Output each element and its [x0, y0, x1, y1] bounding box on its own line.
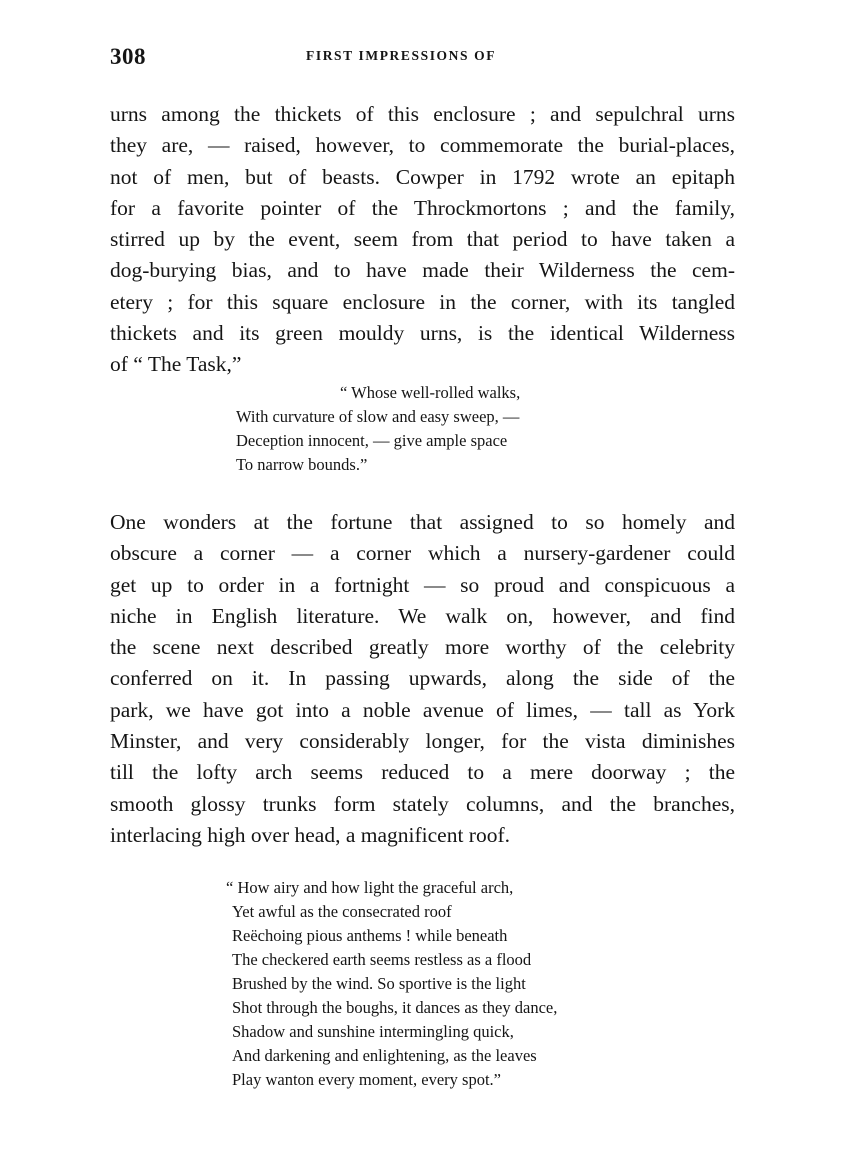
text-line: not of men, but of beasts. Cowper in 1792 wrote an epitaph — [110, 164, 735, 189]
body-paragraph-2 — [110, 507, 735, 851]
verse-line: Reëchoing pious anthems ! while beneath — [232, 926, 508, 945]
verse-line: With curvature of slow and easy sweep, — — [236, 407, 520, 426]
running-head — [110, 44, 738, 74]
text-line: of “ The Task,” — [110, 352, 242, 377]
text-line: Minster, and very considerably longer, for the vista diminishes — [110, 729, 735, 754]
verse-quotation-1 — [236, 381, 520, 477]
text-line: get up to order in a fortnight — so proud and conspicuous a — [110, 572, 735, 597]
verse-line: And darkening and enlightening, as the leaves — [232, 1046, 537, 1065]
text-line: conferred on it. In passing upwards, along the side of the — [110, 666, 735, 691]
verse-line: The checkered earth seems restless as a flood — [232, 950, 532, 969]
text-line: the scene next described greatly more worthy of the celebrity — [110, 635, 735, 660]
text-line: stirred up by the event, seem from that period to have taken a — [110, 227, 735, 252]
verse-line: Yet awful as the consecrated roof — [232, 902, 452, 921]
text-line: obscure a corner — a corner which a nursery-gardener could — [110, 541, 735, 566]
verse-line: Brushed by the wind. So sportive is the light — [232, 974, 526, 993]
text-line: etery ; for this square enclosure in the corner, with its tangled — [110, 289, 735, 314]
text-line: urns among the thickets of this enclosure ; and sepulchral urns — [110, 102, 735, 126]
body-paragraph-1 — [110, 99, 735, 381]
running-title: FIRST IMPRESSIONS OF — [306, 48, 497, 63]
verse-quotation-2 — [226, 876, 557, 1092]
text-line: till the lofty arch seems reduced to a mere doorway ; the — [110, 760, 735, 785]
text-line: they are, — raised, however, to commemorate the burial-places, — [110, 133, 735, 158]
verse-line: Shot through the boughs, it dances as they dance, — [232, 998, 558, 1017]
text-line: smooth glossy trunks form stately columns, and the branches, — [110, 791, 735, 816]
verse-line: “ How airy and how light the graceful arch, — [226, 878, 514, 897]
verse-line: To narrow bounds.” — [236, 455, 368, 474]
text-line: niche in English literature. We walk on, however, and find — [110, 603, 735, 628]
verse-line: Play wanton every moment, every spot.” — [232, 1070, 501, 1089]
text-line: park, we have got into a noble avenue of limes, — tall as York — [110, 697, 735, 722]
text-line: for a favorite pointer of the Throckmortons ; and the family, — [110, 195, 735, 220]
text-line: thickets and its green mouldy urns, is the identical Wilderness — [110, 321, 735, 346]
text-line: interlacing high over head, a magnificent roof. — [110, 822, 510, 847]
text-line: dog-burying bias, and to have made their Wilderness the cem- — [110, 258, 735, 283]
verse-line: Deception innocent, — give ample space — [236, 431, 508, 450]
page-number: 308 — [110, 44, 146, 69]
text-line: One wonders at the fortune that assigned to so homely and — [110, 510, 735, 534]
verse-line: Shadow and sunshine intermingling quick, — [232, 1022, 514, 1041]
verse-line: “ Whose well-rolled walks, — [340, 383, 521, 402]
